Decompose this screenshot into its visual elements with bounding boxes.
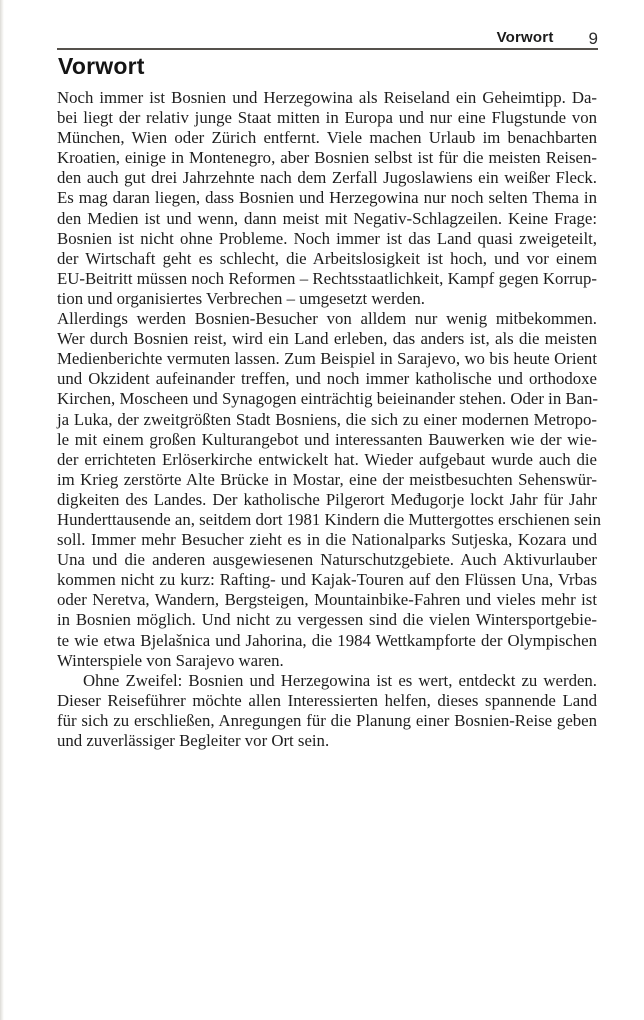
text-line: soll. Immer mehr Besucher zieht es in die Nationalparks Sutjeska, Kozara und: [57, 530, 597, 550]
text-line: Winterspiele von Sarajevo waren.: [57, 650, 284, 670]
text-line: Medienberichte vermuten lassen. Zum Beispiel in Sarajevo, wo bis heute Orient: [57, 349, 597, 369]
paragraph: [57, 671, 597, 751]
text-line: oder Neretva, Wandern, Bergsteigen, Mountainbike-Fahren und vieles mehr ist: [57, 590, 597, 610]
text-line: Kroatien, einige in Montenegro, aber Bosnien selbst ist für die meisten Reisen-: [57, 148, 597, 168]
text-line: te wie etwa Bjelašnica und Jahorina, die 1984 Wettkampforte der Olympischen: [57, 630, 597, 650]
text-line: und zuverlässiger Begleiter vor Ort sein.: [57, 731, 330, 750]
text-line: München, Wien oder Zürich entfernt. Viele machen Urlaub im benachbarten: [57, 128, 597, 148]
text-line: der Wirtschaft geht es schlecht, die Arbeitslosigkeit ist hoch, und vor einem: [57, 248, 597, 268]
text-line: EU-Beitritt müssen noch Reformen – Rechtsstaatlichkeit, Kampf gegen Korrup-: [57, 268, 597, 288]
text-line: in Bosnien möglich. Und nicht zu vergessen sind die vielen Wintersportgebie-: [57, 610, 597, 630]
text-line: Allerdings werden Bosnien-Besucher von alldem nur wenig mitbekommen.: [57, 309, 597, 329]
running-header: [57, 26, 598, 50]
text-line: der errichteten Erlöserkirche entwickelt hat. Wieder aufgebaut wurde auch die: [57, 449, 597, 469]
text-line: den auch gut drei Jahrzehnte nach dem Zerfall Jugoslawiens ein weißer Fleck.: [57, 168, 597, 188]
text-line: Ohne Zweifel: Bosnien und Herzegowina ist es wert, entdeckt zu werden.: [83, 670, 597, 690]
page-number: 9: [588, 29, 598, 48]
text-line: Es mag daran liegen, dass Bosnien und Herzegowina nur noch selten Thema in: [57, 188, 597, 208]
text-line: im Krieg zerstörte Alte Brücke in Mostar, eine der meistbesuchten Sehenswür-: [57, 469, 597, 489]
text-line: Wer durch Bosnien reist, wird ein Land erleben, das anders ist, als die meisten: [57, 329, 597, 349]
paragraph: [57, 309, 602, 671]
paragraph: [57, 88, 597, 309]
page-edge-shadow: [0, 0, 4, 1020]
text-line: le mit einem großen Kulturangebot und interessanten Bauwerken wie der wie-: [57, 429, 597, 449]
text-line: und Okzident aufeinander treffen, und noch immer katholische und orthodoxe: [57, 369, 597, 389]
text-line: den Medien ist und wenn, dann meist mit Negativ-Schlagzeilen. Keine Frage:: [57, 208, 597, 228]
text-line: kommen nicht zu kurz: Rafting- und Kajak-Touren auf den Flüssen Una, Vrbas: [57, 570, 597, 590]
text-line: Bosnien ist nicht ohne Probleme. Noch immer ist das Land quasi zweigeteilt,: [57, 228, 597, 248]
text-line: Dieser Reiseführer möchte allen Interessierten helfen, dieses spannende Land: [57, 690, 597, 710]
text-line: Hunderttausende an, seitdem dort 1981 Kindern die Muttergottes erschienen sein: [57, 509, 602, 529]
text-line: bei liegt der relativ junge Staat mitten in Europa und nur eine Flugstunde von: [57, 108, 597, 128]
text-line: ja Luka, der zweitgrößten Stadt Bosniens, die sich zu einer modernen Metropo-: [57, 409, 597, 429]
text-line: digkeiten des Landes. Der katholische Pilgerort Međugorje lockt Jahr für Jahr: [57, 489, 597, 509]
page-title: Vorwort: [58, 53, 145, 79]
text-line: für sich zu erschließen, Anregungen für die Planung einer Bosnien-Reise geben: [57, 710, 597, 730]
text-line: tion und organisiertes Verbrechen – umgesetzt werden.: [57, 288, 425, 308]
text-line: Noch immer ist Bosnien und Herzegowina als Reiseland ein Geheimtipp. Da-: [57, 88, 597, 107]
text-line: Kirchen, Moscheen und Synagogen einträchtig beieinander stehen. Oder in Ban-: [57, 389, 599, 409]
text-line: Una und die anderen ausgewiesenen Naturschutzgebiete. Auch Aktivurlauber: [57, 550, 597, 570]
body-text: [57, 88, 602, 751]
running-header-section-label: Vorwort: [496, 29, 554, 46]
